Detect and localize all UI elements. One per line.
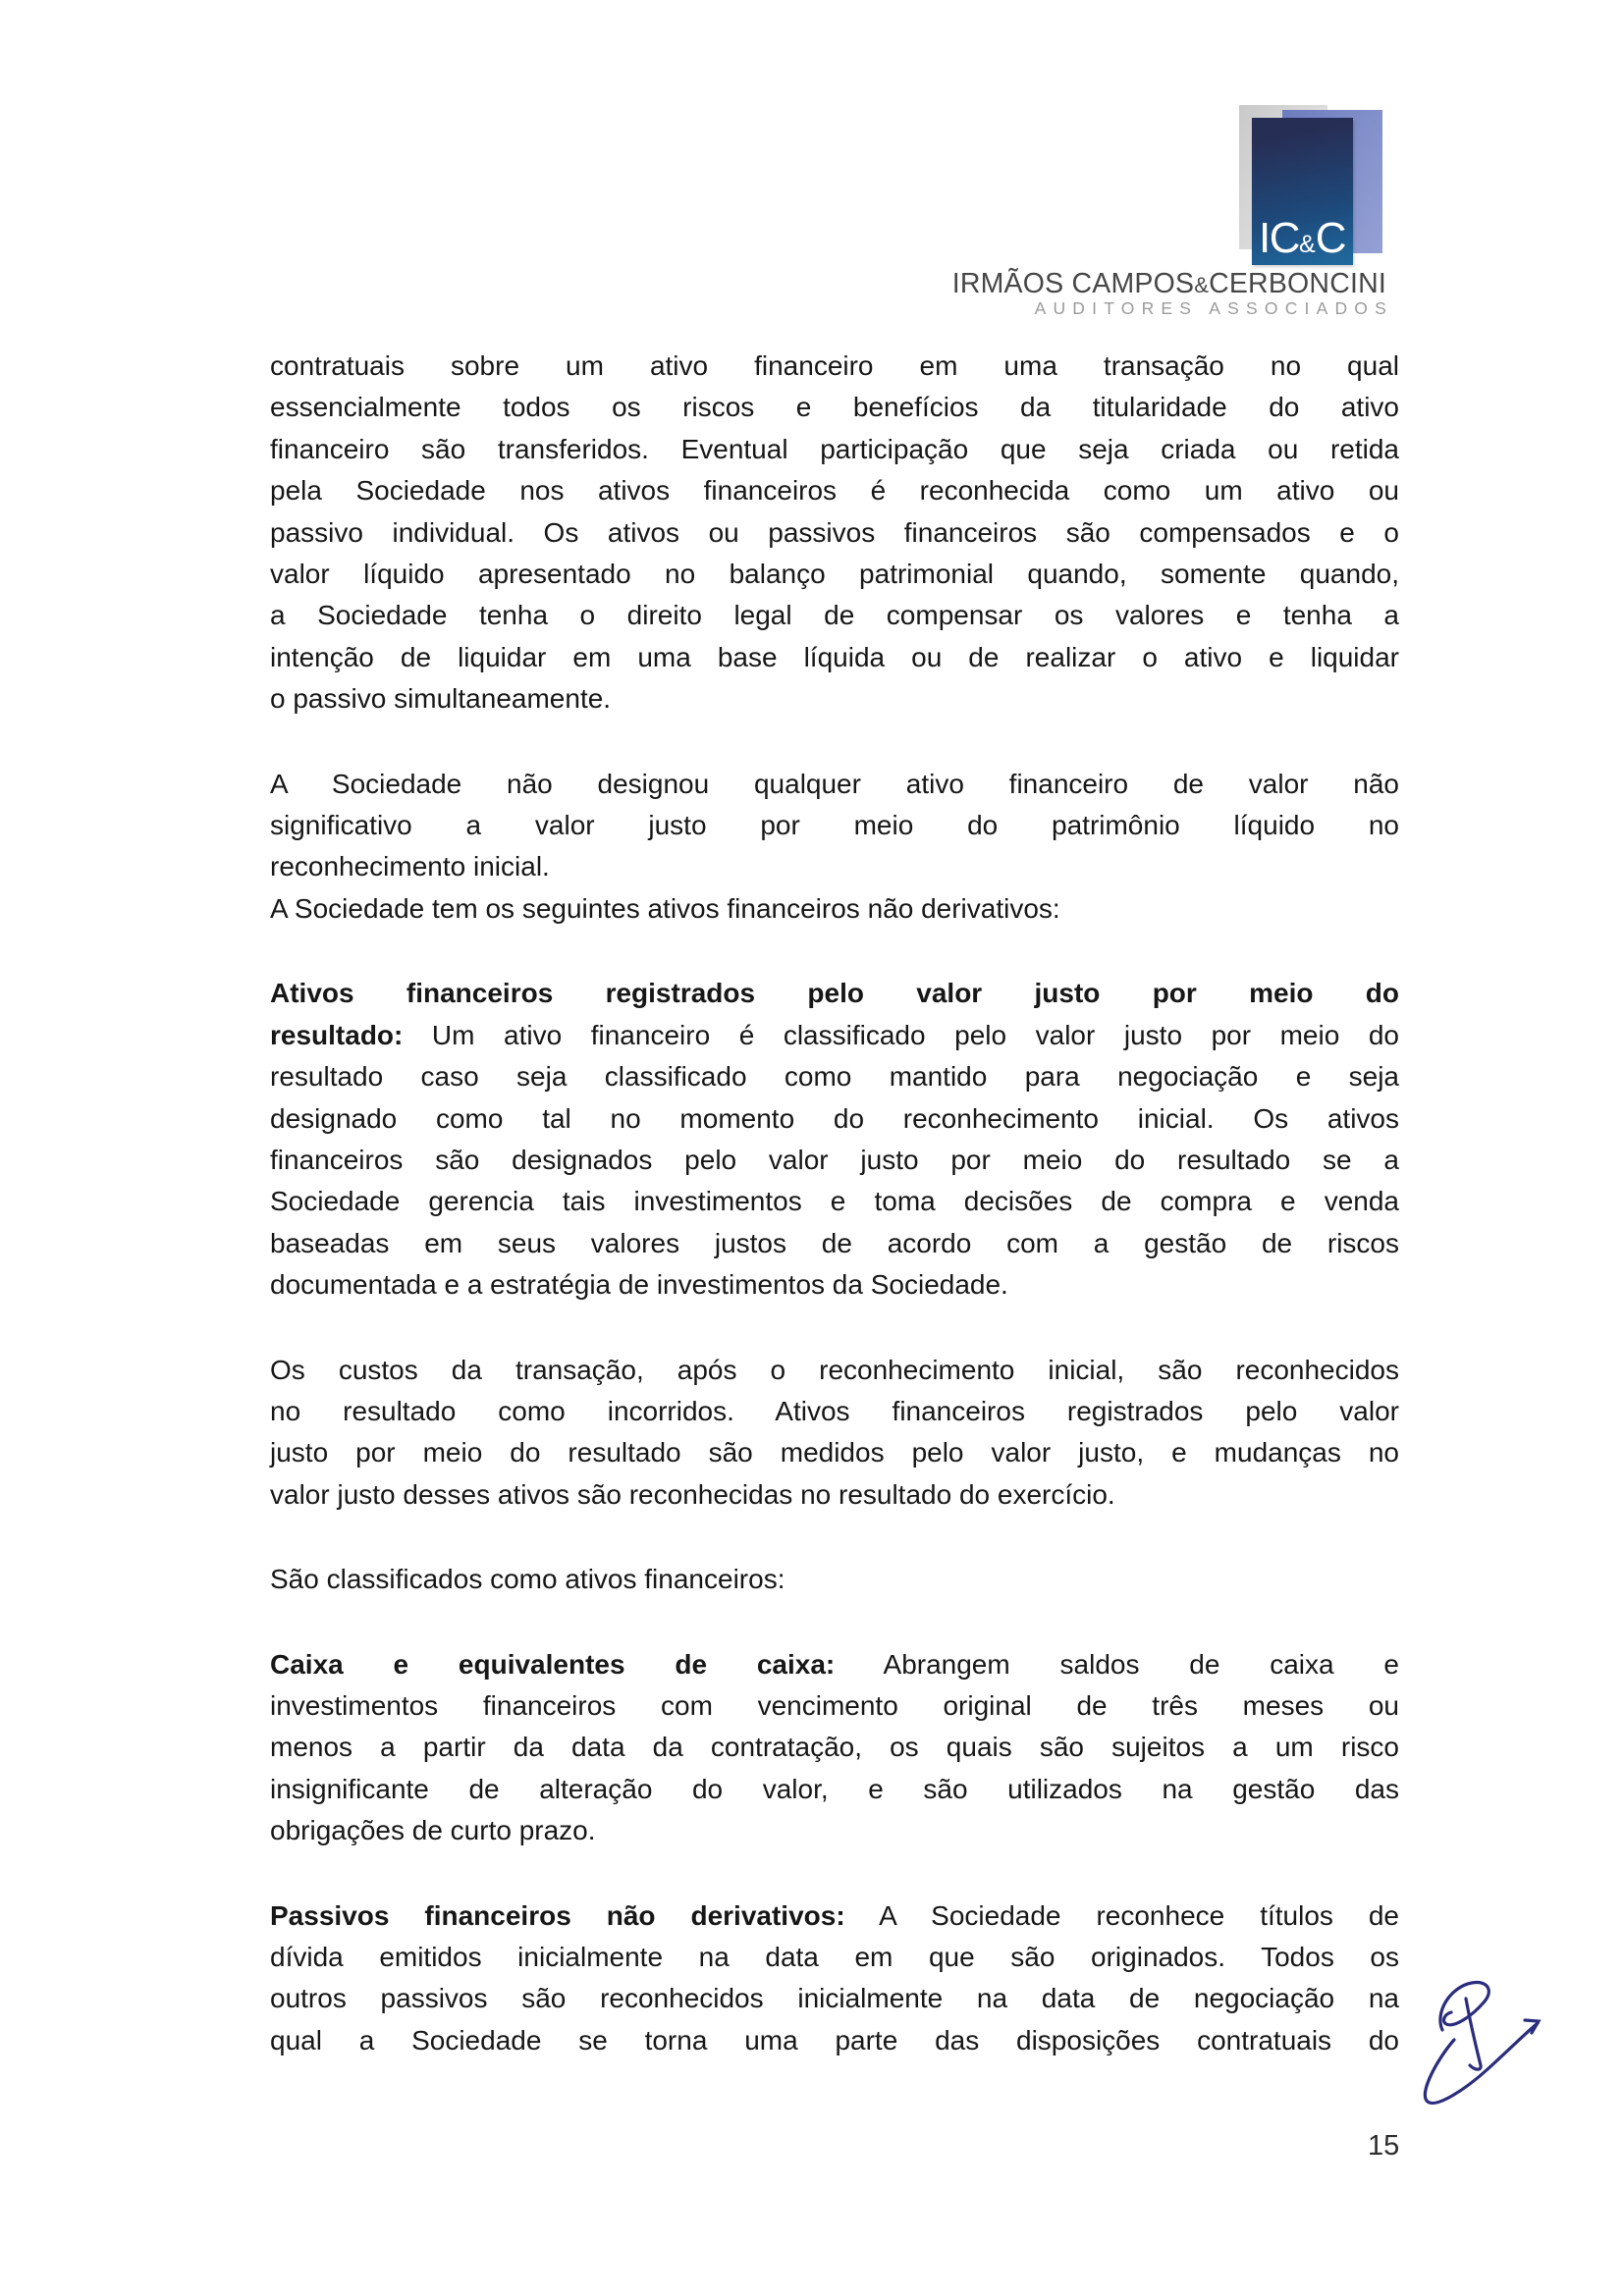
text-line: Ativos financeiros registrados pelo valor justo por meio do xyxy=(270,978,1399,1009)
text-line: o passivo simultaneamente. xyxy=(270,683,612,715)
text-line: a Sociedade tenha o direito legal de compensar os valores e tenha a xyxy=(270,600,1399,631)
text-line: resultado: Um ativo financeiro é classificado pelo valor justo por meio do xyxy=(270,1019,1399,1050)
company-subtitle: AUDITORES ASSOCIADOS xyxy=(1034,298,1393,318)
text-line: reconhecimento inicial. xyxy=(270,851,550,882)
text-line: contratuais sobre um ativo financeiro em uma transação no qual xyxy=(270,350,1399,381)
text-line: no resultado como incorridos. Ativos financeiros registrados pelo valor xyxy=(270,1395,1399,1426)
text-line: passivo individual. Os ativos ou passivos financeiros são compensados e o xyxy=(270,516,1399,548)
text-line: valor líquido apresentado no balanço patrimonial quando, somente quando, xyxy=(270,559,1399,590)
text-line: qual a Sociedade se torna uma parte das disposições contratuais do xyxy=(270,2024,1399,2056)
text-line: Caixa e equivalentes de caixa: Abrangem saldos de caixa e xyxy=(270,1648,1399,1680)
text-line: financeiros são designados pelo valor justo por meio do resultado se a xyxy=(270,1144,1399,1175)
text-line: documentada e a estratégia de investimentos da Sociedade. xyxy=(270,1269,1008,1301)
page-number: 15 xyxy=(1368,2130,1400,2162)
paragraph xyxy=(270,1559,1399,1600)
paragraph xyxy=(270,888,1399,930)
text-line: insignificante de alteração do valor, e são utilizados na gestão das xyxy=(270,1773,1399,1804)
text-line: obrigações de curto prazo. xyxy=(270,1815,596,1846)
document-body xyxy=(270,346,1399,2105)
text-line: valor justo desses ativos são reconhecidas no resultado do exercício. xyxy=(270,1478,1115,1510)
ampersand: & xyxy=(1299,231,1316,258)
signature-mark xyxy=(1415,1979,1547,2116)
paragraph xyxy=(270,1350,1399,1517)
text-line: Passivos financeiros não derivativos: A Sociedade reconhece títulos de xyxy=(270,1899,1400,1931)
text-line: resultado caso seja classificado como mantido para negociação e seja xyxy=(270,1061,1399,1093)
paragraph xyxy=(270,764,1399,888)
paragraph xyxy=(270,346,1399,721)
text-line: significativo a valor justo por meio do patrimônio líquido no xyxy=(270,810,1399,841)
text-line: outros passivos são reconhecidos inicialmente na data de negociação na xyxy=(270,1983,1399,2014)
text-line: A Sociedade não designou qualquer ativo financeiro de valor não xyxy=(270,768,1399,799)
text-line: Sociedade gerencia tais investimentos e toma decisões de compra e venda xyxy=(270,1186,1399,1217)
text-line: A Sociedade tem os seguintes ativos financeiros não derivativos: xyxy=(270,892,1060,924)
text-line: menos a partir da data da contratação, os quais são sujeitos a um risco xyxy=(270,1732,1399,1763)
text-line: baseadas em seus valores justos de acordo com a gestão de riscos xyxy=(270,1227,1399,1258)
text-line: investimentos financeiros com vencimento original de três meses ou xyxy=(270,1689,1399,1721)
paragraph xyxy=(270,1896,1399,2062)
paragraph xyxy=(270,1644,1399,1852)
company-name: IRMÃOS CAMPOS&CERBONCINI xyxy=(951,268,1386,299)
text-line: essencialmente todos os riscos e benefícios da titularidade do ativo xyxy=(270,392,1399,423)
text-line: justo por meio do resultado são medidos pelo valor justo, e mudanças no xyxy=(270,1437,1399,1468)
text-line: dívida emitidos inicialmente na data em que são originados. Todos os xyxy=(270,1942,1399,1972)
logo-front-square xyxy=(1252,118,1353,265)
paragraph xyxy=(270,973,1399,1306)
text-line: financeiro são transferidos. Eventual participação que seja criada ou retida xyxy=(270,433,1399,464)
text-line: designado como tal no momento do reconhecimento inicial. Os ativos xyxy=(270,1102,1399,1134)
text-line: São classificados como ativos financeiros: xyxy=(270,1564,785,1595)
text-line: intenção de liquidar em uma base líquida ou de realizar o ativo e liquidar xyxy=(270,641,1399,672)
text-line: pela Sociedade nos ativos financeiros é reconhecida como um ativo ou xyxy=(270,475,1399,507)
text-line: Os custos da transação, após o reconhecimento inicial, são reconhecidos xyxy=(270,1354,1399,1385)
logo-monogram: IC&C xyxy=(1259,214,1345,262)
ampersand: & xyxy=(1194,273,1210,297)
signature-top-loop xyxy=(1440,1983,1489,2030)
